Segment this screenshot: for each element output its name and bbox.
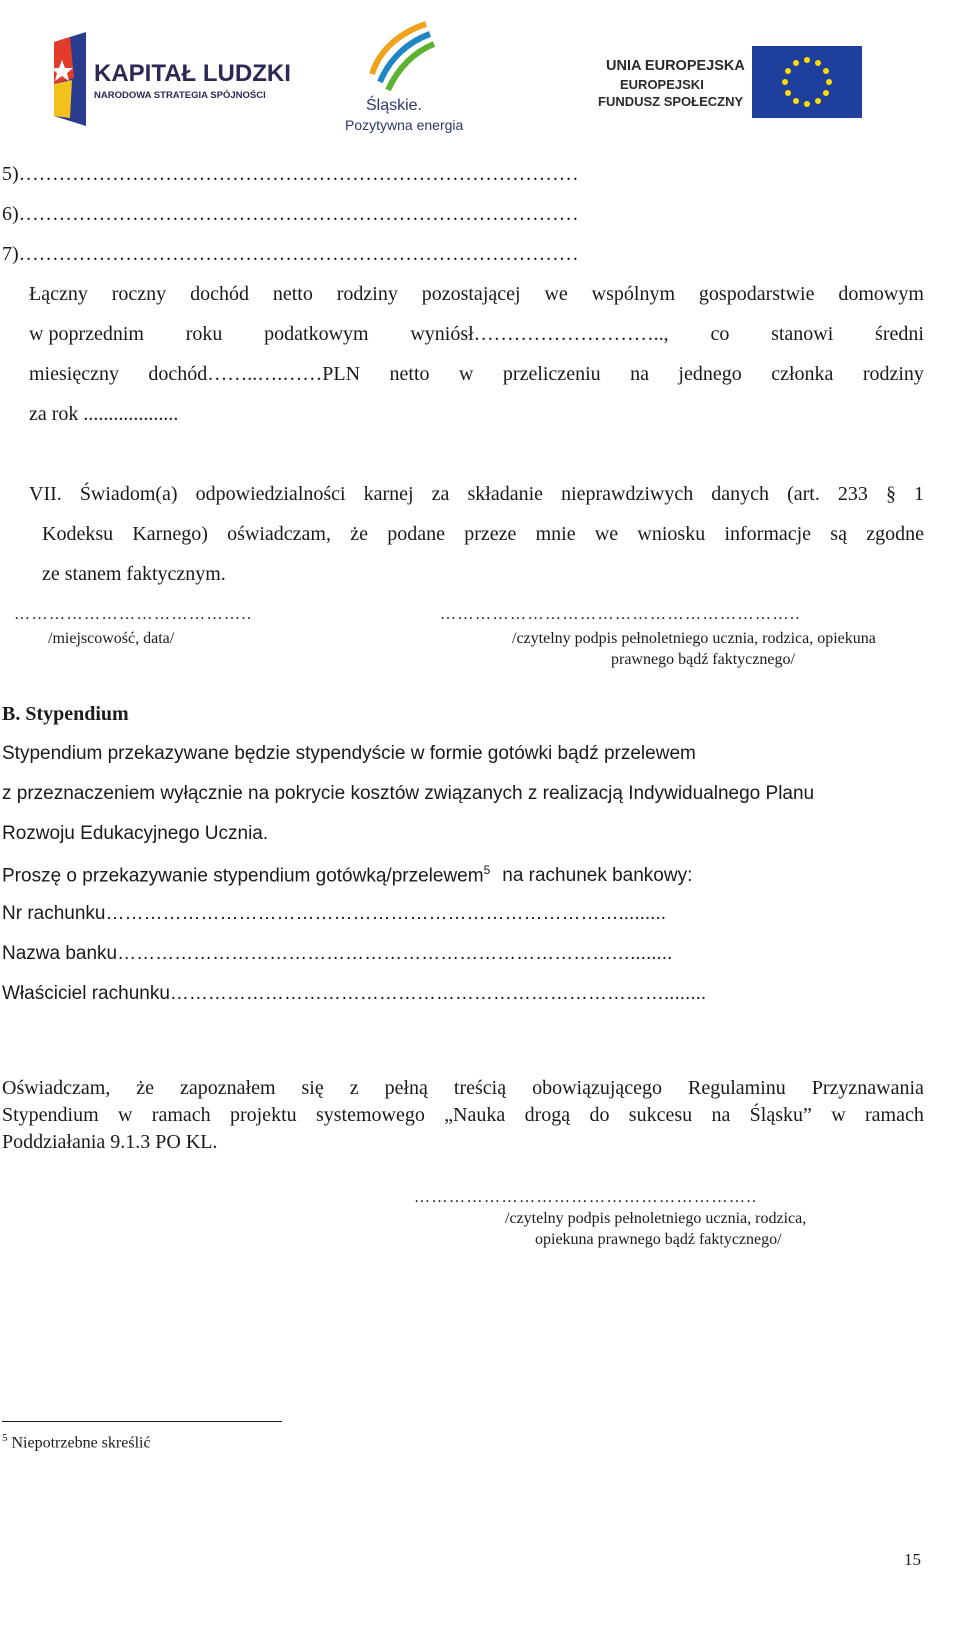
income-line-2: w poprzednim roku podatkowym wyniósł……………………….., co stanowi średni bbox=[29, 323, 924, 345]
section-b-paragraph-1: Stypendium przekazywane będzie stypendyście w formie gotówki bądź przelewem bbox=[2, 743, 696, 764]
payment-method-text-end: na rachunek bankowy: bbox=[502, 865, 693, 887]
bank-name-field[interactable]: Nazwa banku………………………………………………………………………........ bbox=[2, 943, 673, 964]
footnote bbox=[2, 1432, 151, 1452]
payment-method-line bbox=[2, 863, 692, 887]
signature-label-line-1: /czytelny podpis pełnoletniego ucznia, rodzica, opiekuna bbox=[512, 630, 876, 647]
ue-fund-line1: EUROPEJSKI bbox=[620, 77, 704, 92]
section-vii-line-2: Kodeksu Karnego) oświadczam, że podane przeze mnie we wniosku informacje są zgodne bbox=[42, 523, 924, 545]
footnote-divider bbox=[2, 1421, 282, 1422]
list-item: 7)………………………………………………………………………… bbox=[2, 243, 579, 265]
place-date-line: ………………………………….. bbox=[14, 606, 253, 623]
eu-flag-icon bbox=[752, 46, 862, 118]
section-b-paragraph-2: z przeznaczeniem wyłącznie na pokrycie kosztów związanych z realizacją Indywidualnego Planu bbox=[2, 783, 815, 804]
income-line-4: za rok ................... bbox=[29, 403, 179, 425]
kapital-ludzki-flag-icon bbox=[48, 30, 90, 128]
footnote-text: Niepotrzebne skreślić bbox=[11, 1434, 151, 1452]
place-date-label: /miejscowość, data/ bbox=[48, 630, 175, 647]
slaskie-title: Śląskie. bbox=[366, 97, 423, 114]
footnote-number: 5 bbox=[2, 1432, 8, 1444]
section-vii-line-3: ze stanem faktycznym. bbox=[42, 563, 226, 585]
ue-fund-line2: FUNDUSZ SPOŁECZNY bbox=[598, 94, 744, 109]
list-item: 5)………………………………………………………………………… bbox=[2, 163, 579, 185]
section-b-paragraph-3: Rozwoju Edukacyjnego Ucznia. bbox=[2, 823, 269, 844]
kapital-ludzki-subtitle: NARODOWA STRATEGIA SPÓJNOŚCI bbox=[94, 90, 266, 101]
section-vii-line-1: VII. Świadom(a) odpowiedzialności karnej za składanie nieprawdziwych danych (art. 233 § 1 bbox=[29, 483, 924, 505]
declaration-line-1: Oświadczam, że zapoznałem się z pełną treścią obowiązującego Regulaminu Przyznawania bbox=[2, 1077, 924, 1099]
footnote-ref: 5 bbox=[483, 863, 491, 877]
ue-title: UNIA EUROPEJSKA bbox=[606, 58, 745, 74]
slaskie-tagline: Pozytywna energia bbox=[345, 117, 464, 133]
page-number: 15 bbox=[904, 1550, 921, 1569]
income-line-3: miesięczny dochód……..….……PLN netto w przeliczeniu na jednego członka rodziny bbox=[29, 363, 924, 385]
signature-label-line-2: opiekuna prawnego bądź faktycznego/ bbox=[535, 1231, 782, 1248]
section-b-heading: B. Stypendium bbox=[2, 703, 129, 725]
slaskie-waves-icon bbox=[350, 18, 450, 96]
income-line-1: Łączny roczny dochód netto rodziny pozostającej we wspólnym gospodarstwie domowym bbox=[29, 283, 924, 305]
signature-label-line-2: prawnego bądź faktycznego/ bbox=[611, 651, 795, 668]
kapital-ludzki-title: KAPITAŁ LUDZKI bbox=[94, 60, 291, 87]
payment-method-text: Proszę o przekazywanie stypendium gotówką/przelewem bbox=[2, 865, 484, 887]
account-number-field[interactable]: Nr rachunku………………………………………………………………………......... bbox=[2, 903, 667, 924]
account-owner-field[interactable]: Właściciel rachunku……………………………………………………………………........ bbox=[2, 983, 707, 1004]
declaration-line-3: Poddziałania 9.1.3 PO KL. bbox=[2, 1131, 218, 1153]
declaration-line-2: Stypendium w ramach projektu systemowego „Nauka drogą do sukcesu na Śląsku” w ramach bbox=[2, 1104, 924, 1126]
list-item: 6)………………………………………………………………………… bbox=[2, 203, 579, 225]
signature-line: ………………………………………………….. bbox=[414, 1189, 758, 1206]
signature-line: …………………………………………………….. bbox=[440, 606, 801, 623]
signature-label-line-1: /czytelny podpis pełnoletniego ucznia, rodzica, bbox=[505, 1210, 807, 1227]
